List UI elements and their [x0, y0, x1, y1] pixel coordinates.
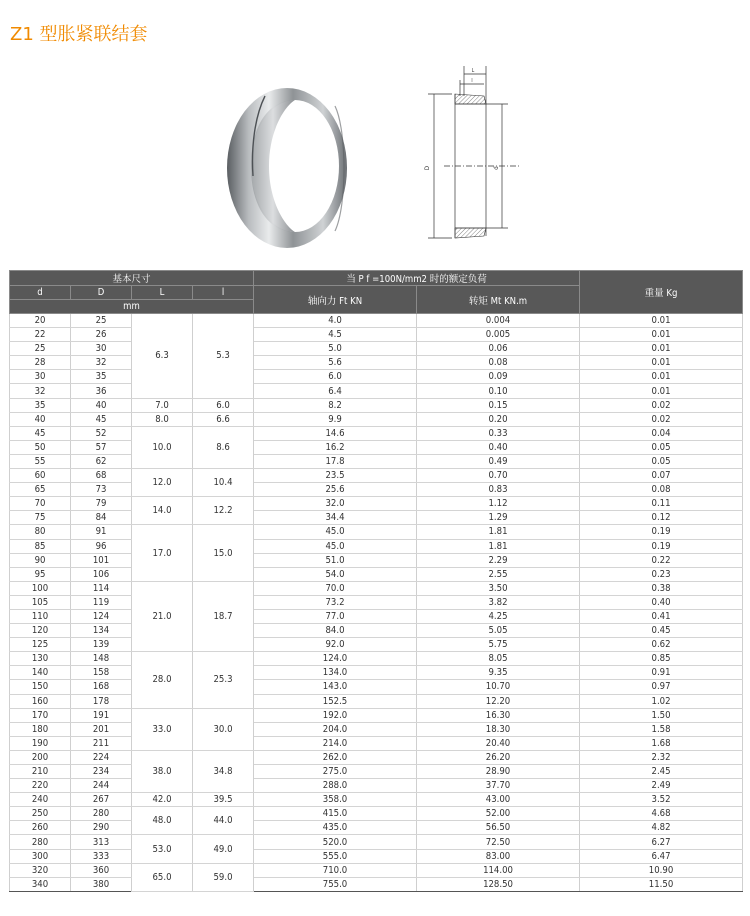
- cell-axial-force: 92.0: [254, 638, 417, 652]
- cell-axial-force: 23.5: [254, 469, 417, 483]
- page-title: Z1 型胀紧联结套: [10, 24, 148, 45]
- cell-weight: 0.07: [580, 469, 743, 483]
- cell-axial-force: 275.0: [254, 765, 417, 779]
- cell-axial-force: 134.0: [254, 666, 417, 680]
- cell-axial-force: 755.0: [254, 877, 417, 891]
- table-row: [10, 849, 743, 863]
- cell-weight: 4.82: [580, 821, 743, 835]
- cell-l: 18.7: [193, 581, 254, 651]
- cell-D: 30: [71, 342, 132, 356]
- cell-torque: 0.33: [417, 426, 580, 440]
- table-row: [10, 398, 743, 412]
- cell-D: 224: [71, 750, 132, 764]
- cell-axial-force: 152.5: [254, 694, 417, 708]
- cell-axial-force: 124.0: [254, 652, 417, 666]
- cell-weight: 0.05: [580, 454, 743, 468]
- cell-torque: 0.20: [417, 412, 580, 426]
- cell-D: 57: [71, 440, 132, 454]
- cell-weight: 0.19: [580, 525, 743, 539]
- table-row: [10, 426, 743, 440]
- cell-axial-force: 45.0: [254, 525, 417, 539]
- cell-torque: 43.00: [417, 793, 580, 807]
- cell-weight: 0.19: [580, 539, 743, 553]
- table-row: [10, 370, 743, 384]
- table-row: [10, 412, 743, 426]
- cell-torque: 0.09: [417, 370, 580, 384]
- label-d: d: [493, 166, 500, 170]
- cell-torque: 83.00: [417, 849, 580, 863]
- cell-D: 360: [71, 863, 132, 877]
- cell-weight: 0.45: [580, 624, 743, 638]
- cell-d: 240: [10, 793, 71, 807]
- cell-axial-force: 435.0: [254, 821, 417, 835]
- cell-L: 12.0: [132, 469, 193, 497]
- cell-L: 65.0: [132, 863, 193, 891]
- table-row: [10, 497, 743, 511]
- cell-D: 36: [71, 384, 132, 398]
- cell-d: 320: [10, 863, 71, 877]
- cell-torque: 52.00: [417, 807, 580, 821]
- cell-d: 95: [10, 567, 71, 581]
- cell-D: 106: [71, 567, 132, 581]
- cell-axial-force: 192.0: [254, 708, 417, 722]
- cell-torque: 1.12: [417, 497, 580, 511]
- cell-d: 105: [10, 595, 71, 609]
- cell-L: 53.0: [132, 835, 193, 863]
- cell-d: 70: [10, 497, 71, 511]
- cell-torque: 3.82: [417, 595, 580, 609]
- cell-d: 250: [10, 807, 71, 821]
- cell-d: 300: [10, 849, 71, 863]
- cell-D: 211: [71, 736, 132, 750]
- table-row: [10, 581, 743, 595]
- cell-torque: 72.50: [417, 835, 580, 849]
- cell-weight: 0.41: [580, 609, 743, 623]
- label-D: D: [424, 165, 431, 171]
- cell-d: 130: [10, 652, 71, 666]
- cell-D: 79: [71, 497, 132, 511]
- cell-axial-force: 14.6: [254, 426, 417, 440]
- cell-D: 91: [71, 525, 132, 539]
- cell-d: 45: [10, 426, 71, 440]
- cell-D: 290: [71, 821, 132, 835]
- cell-torque: 9.35: [417, 666, 580, 680]
- cell-d: 125: [10, 638, 71, 652]
- cell-D: 244: [71, 779, 132, 793]
- cell-L: 33.0: [132, 708, 193, 750]
- cell-D: 333: [71, 849, 132, 863]
- cell-weight: 0.01: [580, 328, 743, 342]
- table-row: [10, 750, 743, 764]
- cell-d: 65: [10, 483, 71, 497]
- cell-D: 313: [71, 835, 132, 849]
- cell-axial-force: 6.0: [254, 370, 417, 384]
- cell-torque: 5.75: [417, 638, 580, 652]
- cell-torque: 37.70: [417, 779, 580, 793]
- cell-l: 59.0: [193, 863, 254, 891]
- cell-l: 5.3: [193, 314, 254, 399]
- header-d: d: [10, 286, 71, 300]
- cell-torque: 0.40: [417, 440, 580, 454]
- cell-torque: 12.20: [417, 694, 580, 708]
- cell-D: 26: [71, 328, 132, 342]
- cell-axial-force: 6.4: [254, 384, 417, 398]
- cell-D: 380: [71, 877, 132, 891]
- cell-torque: 0.08: [417, 356, 580, 370]
- cell-axial-force: 415.0: [254, 807, 417, 821]
- cell-d: 80: [10, 525, 71, 539]
- cell-l: 10.4: [193, 469, 254, 497]
- cell-torque: 4.25: [417, 609, 580, 623]
- cell-D: 52: [71, 426, 132, 440]
- cell-d: 190: [10, 736, 71, 750]
- cell-weight: 2.45: [580, 765, 743, 779]
- cell-L: 6.3: [132, 314, 193, 399]
- cell-D: 178: [71, 694, 132, 708]
- cell-torque: 1.81: [417, 525, 580, 539]
- cell-axial-force: 25.6: [254, 483, 417, 497]
- cell-axial-force: 288.0: [254, 779, 417, 793]
- cell-axial-force: 16.2: [254, 440, 417, 454]
- cell-d: 90: [10, 553, 71, 567]
- cell-d: 120: [10, 624, 71, 638]
- cell-axial-force: 51.0: [254, 553, 417, 567]
- cell-L: 7.0: [132, 398, 193, 412]
- cell-weight: 0.02: [580, 398, 743, 412]
- cell-D: 96: [71, 539, 132, 553]
- header-L: L: [132, 286, 193, 300]
- cell-weight: 0.02: [580, 412, 743, 426]
- header-D: D: [71, 286, 132, 300]
- cell-torque: 0.06: [417, 342, 580, 356]
- header-weight: 重量 Kg: [580, 271, 743, 314]
- cell-weight: 6.27: [580, 835, 743, 849]
- cell-torque: 0.004: [417, 314, 580, 328]
- cell-L: 28.0: [132, 652, 193, 708]
- cell-axial-force: 5.0: [254, 342, 417, 356]
- cell-D: 139: [71, 638, 132, 652]
- table-row: [10, 793, 743, 807]
- cell-D: 84: [71, 511, 132, 525]
- cell-axial-force: 9.9: [254, 412, 417, 426]
- cell-D: 25: [71, 314, 132, 328]
- cell-axial-force: 32.0: [254, 497, 417, 511]
- cell-axial-force: 84.0: [254, 624, 417, 638]
- cell-weight: 0.97: [580, 680, 743, 694]
- cell-D: 201: [71, 722, 132, 736]
- cell-axial-force: 5.6: [254, 356, 417, 370]
- table-row: [10, 342, 743, 356]
- cell-weight: 6.47: [580, 849, 743, 863]
- cell-l: 49.0: [193, 835, 254, 863]
- cell-D: 158: [71, 666, 132, 680]
- cell-axial-force: 555.0: [254, 849, 417, 863]
- cell-D: 191: [71, 708, 132, 722]
- cell-weight: 1.50: [580, 708, 743, 722]
- cell-weight: 0.04: [580, 426, 743, 440]
- cell-torque: 56.50: [417, 821, 580, 835]
- cell-d: 220: [10, 779, 71, 793]
- cell-weight: 0.08: [580, 483, 743, 497]
- cell-L: 10.0: [132, 426, 193, 468]
- cell-weight: 0.01: [580, 384, 743, 398]
- cell-L: 8.0: [132, 412, 193, 426]
- table-row: [10, 708, 743, 722]
- cell-torque: 3.50: [417, 581, 580, 595]
- cell-d: 32: [10, 384, 71, 398]
- cell-torque: 1.29: [417, 511, 580, 525]
- cell-L: 38.0: [132, 750, 193, 792]
- table-row: [10, 525, 743, 539]
- cell-axial-force: 204.0: [254, 722, 417, 736]
- cell-d: 85: [10, 539, 71, 553]
- cell-torque: 0.83: [417, 483, 580, 497]
- table-row: [10, 595, 743, 609]
- cell-weight: 11.50: [580, 877, 743, 891]
- cell-axial-force: 4.0: [254, 314, 417, 328]
- cell-torque: 0.70: [417, 469, 580, 483]
- cell-weight: 1.02: [580, 694, 743, 708]
- cell-l: 8.6: [193, 426, 254, 468]
- cell-l: 30.0: [193, 708, 254, 750]
- table-row: [10, 511, 743, 525]
- cell-D: 62: [71, 454, 132, 468]
- cell-axial-force: 34.4: [254, 511, 417, 525]
- cell-L: 48.0: [132, 807, 193, 835]
- table-row: [10, 328, 743, 342]
- cell-D: 101: [71, 553, 132, 567]
- cell-d: 260: [10, 821, 71, 835]
- cell-d: 140: [10, 666, 71, 680]
- cell-weight: 1.68: [580, 736, 743, 750]
- cell-torque: 0.10: [417, 384, 580, 398]
- header-axial-force: 轴向力 Ft KN: [254, 286, 417, 314]
- table-row: [10, 779, 743, 793]
- table-body: [10, 314, 743, 892]
- cell-D: 280: [71, 807, 132, 821]
- cell-d: 210: [10, 765, 71, 779]
- cell-d: 40: [10, 412, 71, 426]
- header-basic-dimensions: 基本尺寸: [10, 271, 254, 286]
- cell-d: 160: [10, 694, 71, 708]
- cell-d: 60: [10, 469, 71, 483]
- table-row: [10, 694, 743, 708]
- cell-torque: 20.40: [417, 736, 580, 750]
- cell-axial-force: 358.0: [254, 793, 417, 807]
- cell-axial-force: 214.0: [254, 736, 417, 750]
- cell-torque: 0.005: [417, 328, 580, 342]
- table-row: [10, 567, 743, 581]
- cell-D: 134: [71, 624, 132, 638]
- cell-weight: 4.68: [580, 807, 743, 821]
- cell-L: 42.0: [132, 793, 193, 807]
- table-row: [10, 624, 743, 638]
- cell-torque: 26.20: [417, 750, 580, 764]
- cell-axial-force: 520.0: [254, 835, 417, 849]
- ring-product-image: [225, 86, 350, 251]
- cross-section-diagram: [424, 66, 534, 244]
- label-L: L: [471, 68, 475, 74]
- table-row: [10, 722, 743, 736]
- cell-d: 55: [10, 454, 71, 468]
- cell-D: 148: [71, 652, 132, 666]
- cell-weight: 0.01: [580, 356, 743, 370]
- cell-weight: 3.52: [580, 793, 743, 807]
- cell-weight: 0.38: [580, 581, 743, 595]
- cell-d: 340: [10, 877, 71, 891]
- cell-torque: 0.49: [417, 454, 580, 468]
- cell-d: 35: [10, 398, 71, 412]
- cell-D: 234: [71, 765, 132, 779]
- cell-d: 50: [10, 440, 71, 454]
- table-row: [10, 877, 743, 891]
- table-row: [10, 440, 743, 454]
- table-row: [10, 807, 743, 821]
- cell-torque: 128.50: [417, 877, 580, 891]
- cell-D: 32: [71, 356, 132, 370]
- cell-weight: 0.23: [580, 567, 743, 581]
- cell-d: 30: [10, 370, 71, 384]
- cell-axial-force: 143.0: [254, 680, 417, 694]
- cell-l: 6.0: [193, 398, 254, 412]
- header-rated-load: 当 P f =100N/mm2 时的额定负荷: [254, 271, 580, 286]
- cell-l: 44.0: [193, 807, 254, 835]
- cell-weight: 0.85: [580, 652, 743, 666]
- cell-d: 28: [10, 356, 71, 370]
- cell-torque: 114.00: [417, 863, 580, 877]
- cell-d: 20: [10, 314, 71, 328]
- cell-torque: 10.70: [417, 680, 580, 694]
- cell-D: 68: [71, 469, 132, 483]
- cell-torque: 5.05: [417, 624, 580, 638]
- table-row: [10, 736, 743, 750]
- cell-torque: 1.81: [417, 539, 580, 553]
- cell-weight: 0.11: [580, 497, 743, 511]
- cell-axial-force: 262.0: [254, 750, 417, 764]
- cell-l: 12.2: [193, 497, 254, 525]
- cell-torque: 8.05: [417, 652, 580, 666]
- cell-D: 35: [71, 370, 132, 384]
- table-row: [10, 863, 743, 877]
- cell-weight: 0.01: [580, 342, 743, 356]
- header-unit-mm: mm: [10, 300, 254, 314]
- cell-axial-force: 77.0: [254, 609, 417, 623]
- cell-l: 6.6: [193, 412, 254, 426]
- cell-axial-force: 73.2: [254, 595, 417, 609]
- cell-D: 114: [71, 581, 132, 595]
- cell-L: 21.0: [132, 581, 193, 651]
- table-row: [10, 483, 743, 497]
- table-row: [10, 609, 743, 623]
- table-row: [10, 666, 743, 680]
- cell-D: 73: [71, 483, 132, 497]
- cell-d: 100: [10, 581, 71, 595]
- cell-weight: 10.90: [580, 863, 743, 877]
- cell-L: 14.0: [132, 497, 193, 525]
- cell-axial-force: 45.0: [254, 539, 417, 553]
- cell-weight: 0.01: [580, 314, 743, 328]
- table-row: [10, 356, 743, 370]
- cell-axial-force: 70.0: [254, 581, 417, 595]
- cell-D: 119: [71, 595, 132, 609]
- cell-torque: 28.90: [417, 765, 580, 779]
- table-row: [10, 821, 743, 835]
- table-row: [10, 314, 743, 328]
- cell-l: 34.8: [193, 750, 254, 792]
- cell-D: 45: [71, 412, 132, 426]
- cell-l: 39.5: [193, 793, 254, 807]
- table-row: [10, 765, 743, 779]
- cell-axial-force: 54.0: [254, 567, 417, 581]
- cell-d: 280: [10, 835, 71, 849]
- cell-axial-force: 8.2: [254, 398, 417, 412]
- cell-D: 267: [71, 793, 132, 807]
- cell-D: 40: [71, 398, 132, 412]
- table-row: [10, 680, 743, 694]
- cell-torque: 0.15: [417, 398, 580, 412]
- cell-weight: 0.91: [580, 666, 743, 680]
- cell-d: 180: [10, 722, 71, 736]
- cell-d: 150: [10, 680, 71, 694]
- cell-l: 15.0: [193, 525, 254, 581]
- cell-d: 170: [10, 708, 71, 722]
- cell-L: 17.0: [132, 525, 193, 581]
- cell-weight: 0.01: [580, 370, 743, 384]
- table-row: [10, 384, 743, 398]
- cell-weight: 0.62: [580, 638, 743, 652]
- specification-table: [9, 270, 743, 892]
- table-row: [10, 652, 743, 666]
- cell-weight: 2.49: [580, 779, 743, 793]
- cell-weight: 1.58: [580, 722, 743, 736]
- cell-weight: 0.22: [580, 553, 743, 567]
- cell-weight: 0.40: [580, 595, 743, 609]
- cell-axial-force: 4.5: [254, 328, 417, 342]
- header-l: l: [193, 286, 254, 300]
- table-row: [10, 454, 743, 468]
- table-row: [10, 638, 743, 652]
- header-torque: 转矩 Mt KN.m: [417, 286, 580, 314]
- cell-weight: 0.12: [580, 511, 743, 525]
- cell-torque: 16.30: [417, 708, 580, 722]
- cell-D: 124: [71, 609, 132, 623]
- cell-axial-force: 710.0: [254, 863, 417, 877]
- table-row: [10, 539, 743, 553]
- cell-axial-force: 17.8: [254, 454, 417, 468]
- cell-weight: 2.32: [580, 750, 743, 764]
- cell-l: 25.3: [193, 652, 254, 708]
- table-row: [10, 553, 743, 567]
- cell-d: 22: [10, 328, 71, 342]
- cell-d: 25: [10, 342, 71, 356]
- cell-torque: 2.29: [417, 553, 580, 567]
- cell-torque: 2.55: [417, 567, 580, 581]
- cell-torque: 18.30: [417, 722, 580, 736]
- table-row: [10, 469, 743, 483]
- cell-d: 110: [10, 609, 71, 623]
- table-row: [10, 835, 743, 849]
- cell-D: 168: [71, 680, 132, 694]
- cell-weight: 0.05: [580, 440, 743, 454]
- cell-d: 200: [10, 750, 71, 764]
- cell-d: 75: [10, 511, 71, 525]
- label-l: l: [471, 78, 473, 84]
